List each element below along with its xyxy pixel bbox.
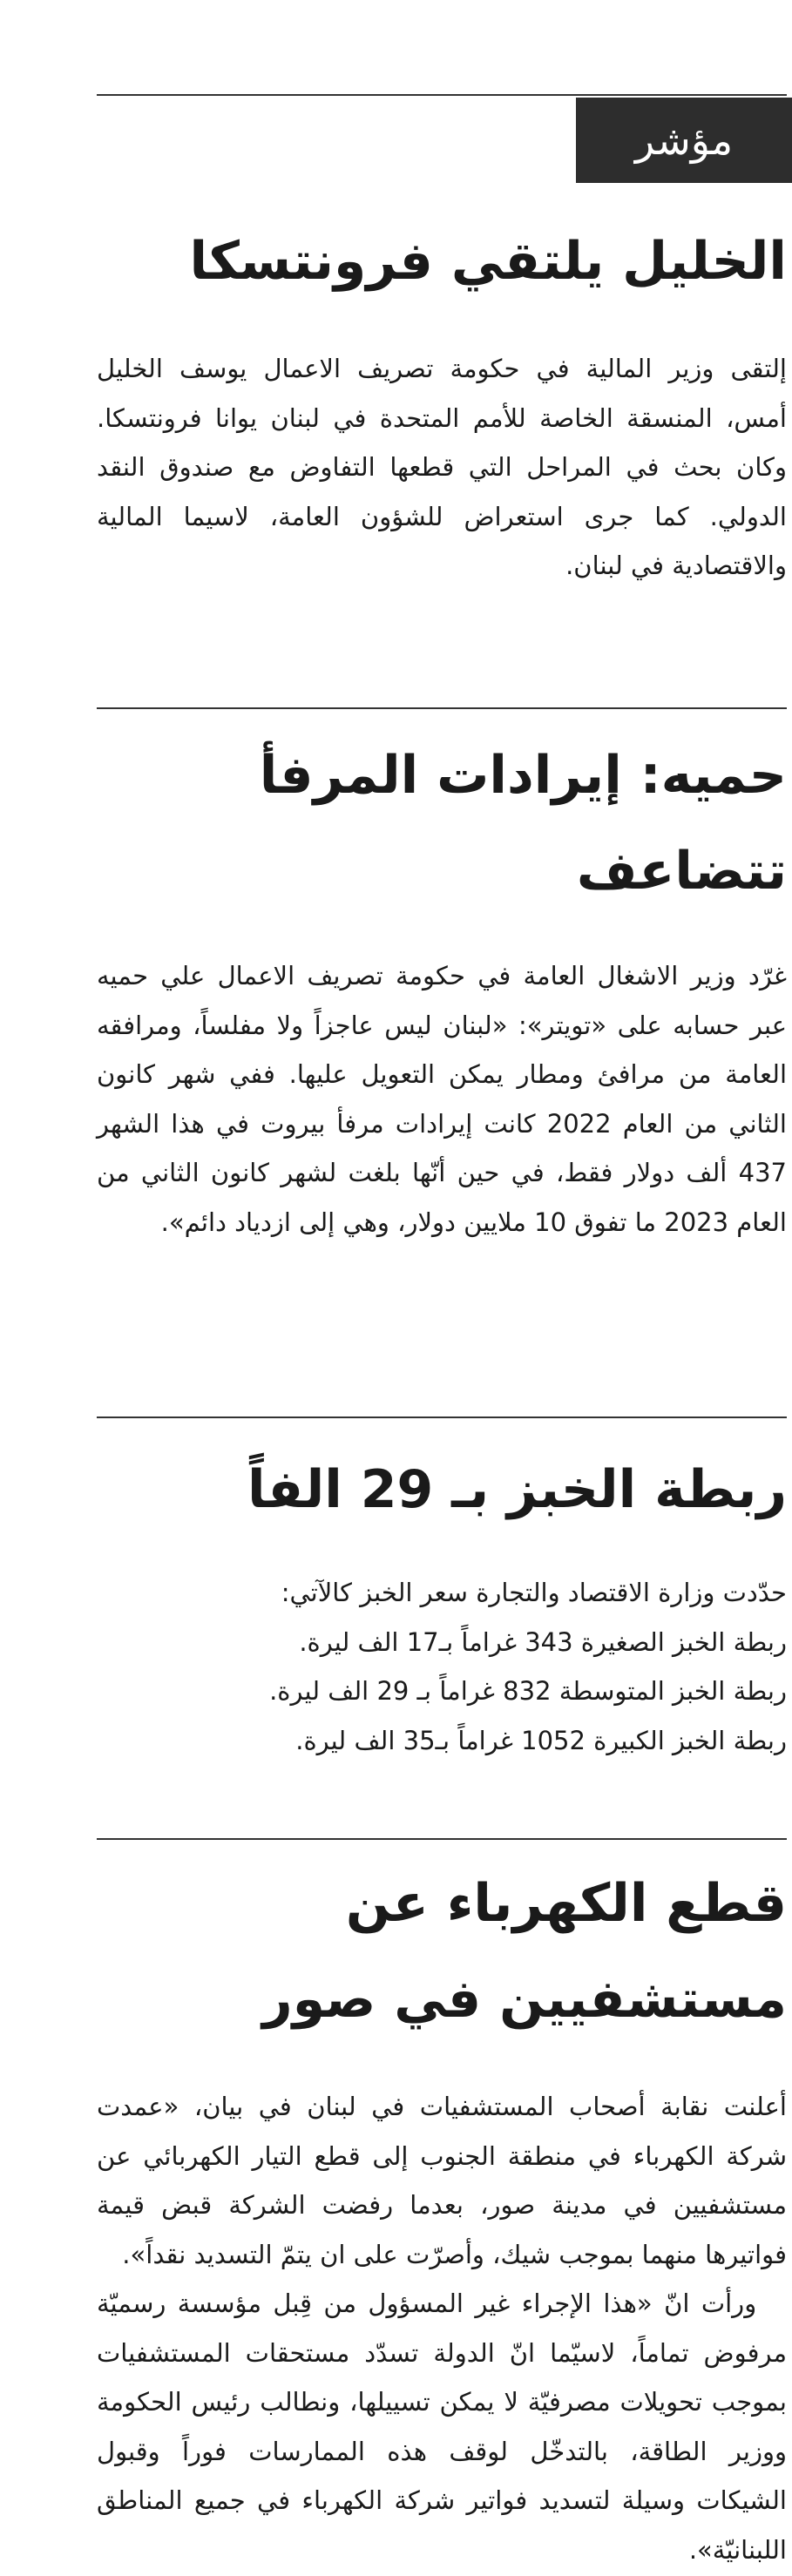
article-body xyxy=(97,2082,787,2574)
article-headline: قطع الكهرباء عن مستشفيين في صور xyxy=(262,1873,787,2030)
article-body xyxy=(97,1568,787,1765)
article-divider xyxy=(97,1416,787,1418)
article-divider xyxy=(97,1838,787,1840)
article-body xyxy=(97,344,787,591)
article-paragraph: إلتقى وزير المالية في حكومة تصريف الاعمال يوسف الخليل أمس، المنسقة الخاصة للأمم المتحدة في لبنان يوانا فرونتسكا. وكان بحث في المراحل التي قطعها التفاوض مع صندوق النقد الدولي. كما جرى استعراض للشؤون العامة، لاسيما المالية والاقتصادية في لبنان. xyxy=(97,354,787,580)
article-paragraph: غرّد وزير الاشغال العامة في حكومة تصريف الاعمال علي حميه عبر حسابه على «تويتر»: «لبنان ليس عاجزاً ولا مفلساً، ومرافقه العامة من مرافئ ومطار يمكن التعويل عليها. ففي شهر كانون الثاني من العام 2022 كانت إيرادات مرفأ بيروت في هذا الشهر 437 ألف دولار فقط، في حين أنّها بلغت لشهر كانون الثاني من العام 2023 ما تفوق 10 ملايين دولار، وهي إلى ازدياد دائم». xyxy=(97,961,787,1237)
section-badge: مؤشر xyxy=(576,98,792,183)
article-headline: ربطة الخبز بـ 29 الفاً xyxy=(247,1459,787,1520)
article-paragraph: أعلنت نقابة أصحاب المستشفيات في لبنان في بيان، «عمدت شركة الكهرباء في منطقة الجنوب إلى قطع التيار الكهربائي عن مستشفيين في مدينة صور، بعدما رفضت الشركة قبض قيمة فواتيرها منهما بموجب شيك، وأصرّت على ان يتمّ التسديد نقداً». xyxy=(97,2092,787,2269)
article-line: ربطة الخبز الكبيرة 1052 غراماً بـ35 الف ليرة. xyxy=(295,1725,787,1755)
article-line: حدّدت وزارة الاقتصاد والتجارة سعر الخبز كالآتي: xyxy=(281,1578,787,1607)
article-line: ربطة الخبز الصغيرة 343 غراماً بـ17 الف ليرة. xyxy=(299,1626,787,1657)
top-divider xyxy=(97,94,787,96)
article-headline: الخليل يلتقي فرونتسكا xyxy=(189,231,787,292)
article-body xyxy=(97,951,787,1247)
article-divider xyxy=(97,707,787,709)
article-headline: حميه: إيرادات المرفأ تتضاعف xyxy=(259,745,787,902)
article-paragraph: ورأت انّ «هذا الإجراء غير المسؤول من قِبل مؤسسة رسميّة مرفوض تماماً، لاسيّما انّ الدولة تسدّد مستحقات المستشفيات بموجب تحويلات مصرفيّة لا يمكن تسييلها، ونطالب رئيس الحكومة ووزير الطاقة، بالتدخّل لوقف هذه الممارسات فوراً وقبول الشيكات وسيلة لتسديد فواتير شركة الكهرباء في جميع المناطق اللبنانيّة». xyxy=(97,2289,787,2565)
article-line: ربطة الخبز المتوسطة 832 غراماً بـ 29 الف ليرة. xyxy=(269,1676,787,1706)
